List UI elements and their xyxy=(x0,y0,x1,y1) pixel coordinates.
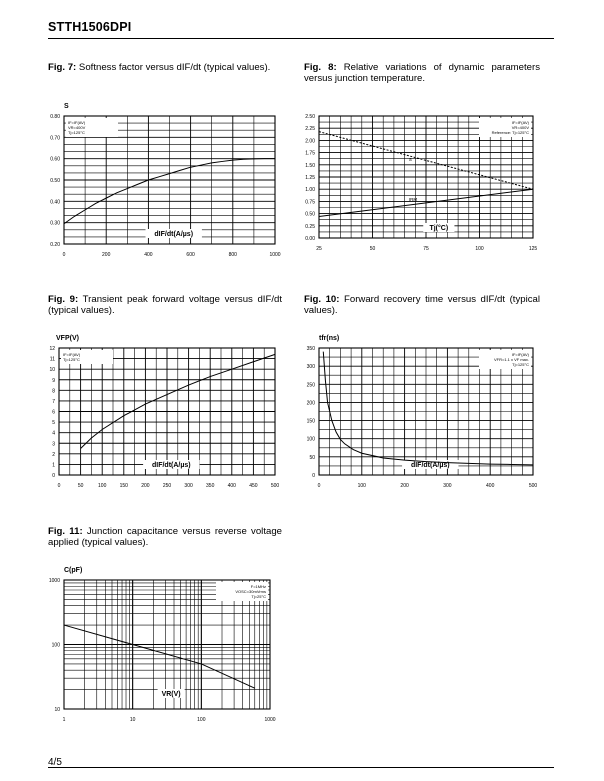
y-tick-label: 300 xyxy=(306,364,315,371)
y-tick-label: 6 xyxy=(52,409,55,416)
x-tick-label: 250 xyxy=(162,483,172,489)
x-tick-label: 400 xyxy=(486,483,495,489)
y-tick-label: 1.25 xyxy=(305,175,315,181)
x-tick-label: 100 xyxy=(475,246,484,252)
legend-entry: VFR=1.1 x VF max. xyxy=(493,357,529,362)
legend-entry: F=1MHz xyxy=(250,584,266,589)
legend-entry: VR=400V xyxy=(511,125,529,130)
y-tick-label: 0.70 xyxy=(50,135,60,142)
x-tick-label: 1000 xyxy=(269,252,281,258)
x-axis-label: Tj(°C) xyxy=(429,225,449,232)
x-tick-label: 1 xyxy=(62,717,66,723)
fig8-caption: Fig. 8: Relative variations of dynamic parameters versus junction temperature. xyxy=(304,62,540,84)
y-tick-label: 12 xyxy=(49,346,55,352)
y-tick-label: 0.80 xyxy=(50,114,60,120)
x-tick-label: 0 xyxy=(317,483,321,489)
x-tick-label: 100 xyxy=(197,717,206,723)
x-tick-label: 10 xyxy=(129,717,136,723)
x-tick-label: 500 xyxy=(528,483,538,489)
x-axis-label: dIF/dt(A/µs) xyxy=(151,462,191,469)
y-tick-label: 0.50 xyxy=(305,211,315,218)
y-tick-label: 10 xyxy=(49,367,55,374)
x-tick-label: 50 xyxy=(369,246,376,252)
x-tick-label: 200 xyxy=(141,483,150,489)
y-tick-label: 0.25 xyxy=(305,223,315,230)
legend-entry: IF=IF(AV) xyxy=(68,120,86,125)
y-tick-label: 250 xyxy=(306,382,315,389)
y-tick-label: 0.40 xyxy=(50,199,60,206)
x-tick-label: 0 xyxy=(57,483,61,489)
x-tick-label: 200 xyxy=(400,483,409,489)
y-tick-label: 3 xyxy=(52,441,55,448)
x-axis-label: dIF/dt(A/µs) xyxy=(154,231,194,238)
fig10-caption: Fig. 10: Forward recovery time versus dIF/dt (typical values). xyxy=(304,294,540,316)
x-tick-label: 500 xyxy=(270,483,280,489)
y-axis-label: C(pF) xyxy=(64,567,83,574)
x-tick-label: 100 xyxy=(357,483,366,489)
legend-entry: IF=IF(AV) xyxy=(511,120,529,125)
y-tick-label: 2.25 xyxy=(305,126,315,133)
legend-entry: Tj=125°C xyxy=(63,357,80,362)
y-tick-label: 2.50 xyxy=(305,114,315,120)
y-tick-label: 9 xyxy=(52,377,55,384)
series-label: S xyxy=(408,156,412,162)
y-tick-label: 100 xyxy=(306,436,315,443)
x-tick-label: 0 xyxy=(62,252,66,258)
x-tick-label: 25 xyxy=(316,246,322,252)
legend-entry: IF=IF(AV) xyxy=(63,352,81,357)
y-tick-label: 2 xyxy=(52,451,55,458)
document-title: STTH1506DPI xyxy=(48,20,132,34)
y-tick-label: 11 xyxy=(49,356,55,363)
y-tick-label: 0 xyxy=(52,473,55,479)
x-tick-label: 400 xyxy=(227,483,236,489)
fig11-caption: Fig. 11: Junction capacitance versus reverse voltage applied (typical values). xyxy=(48,526,282,548)
y-tick-label: 200 xyxy=(306,400,315,407)
y-tick-label: 1.75 xyxy=(305,150,315,157)
x-tick-label: 400 xyxy=(144,252,153,258)
y-tick-label: 100 xyxy=(51,642,60,649)
x-tick-label: 300 xyxy=(184,483,193,489)
x-tick-label: 300 xyxy=(443,483,452,489)
footer-rule xyxy=(48,767,554,768)
x-tick-label: 150 xyxy=(119,483,128,489)
x-tick-label: 450 xyxy=(249,483,258,489)
y-tick-label: 0.60 xyxy=(50,156,60,163)
legend-entry: Tj=125°C xyxy=(512,362,529,367)
y-tick-label: 0.30 xyxy=(50,220,60,227)
x-tick-label: 200 xyxy=(102,252,111,258)
x-tick-label: 125 xyxy=(528,246,538,252)
y-tick-label: 1.00 xyxy=(305,187,315,194)
y-tick-label: 2.00 xyxy=(305,138,315,145)
legend-entry: IF=IF(AV) xyxy=(511,352,529,357)
legend-entry: Reference: Tj=125°C xyxy=(491,130,529,135)
x-tick-label: 1000 xyxy=(264,717,276,723)
x-tick-label: 600 xyxy=(186,252,195,258)
page-number: 4/5 xyxy=(48,757,62,768)
y-tick-label: 0 xyxy=(312,473,315,479)
y-tick-label: 0.00 xyxy=(305,236,315,242)
y-tick-label: 0.20 xyxy=(50,242,60,248)
legend-entry: VOSC=30mVrms xyxy=(235,589,266,594)
y-tick-label: 1000 xyxy=(48,578,60,584)
fig9-caption: Fig. 9: Transient peak forward voltage versus dIF/dt (typical values). xyxy=(48,294,282,316)
y-tick-label: 8 xyxy=(52,388,55,395)
y-tick-label: 5 xyxy=(52,420,55,427)
x-tick-label: 100 xyxy=(98,483,107,489)
y-tick-label: 1.50 xyxy=(305,162,315,169)
y-tick-label: 50 xyxy=(309,454,315,461)
y-axis-label: S xyxy=(64,103,69,110)
x-tick-label: 75 xyxy=(423,246,429,252)
x-tick-label: 50 xyxy=(77,483,84,489)
y-tick-label: 1 xyxy=(52,462,55,469)
y-tick-label: 4 xyxy=(52,430,55,437)
y-axis-label: VFP(V) xyxy=(56,335,79,342)
y-tick-label: 7 xyxy=(52,398,55,405)
x-axis-label: VR(V) xyxy=(161,691,181,698)
x-tick-label: 350 xyxy=(206,483,215,489)
y-tick-label: 150 xyxy=(306,418,315,425)
y-axis-label: tfr(ns) xyxy=(319,335,340,342)
y-tick-label: 350 xyxy=(306,346,315,352)
series-line xyxy=(64,625,255,688)
x-tick-label: 800 xyxy=(228,252,237,258)
x-axis-label: dIF/dt(A/µs) xyxy=(410,462,450,469)
series-label: IRM xyxy=(408,197,418,203)
legend-entry: VR=400V xyxy=(68,125,86,130)
y-tick-label: 0.75 xyxy=(305,199,315,206)
y-tick-label: 10 xyxy=(54,707,60,713)
fig7-caption: Fig. 7: Softness factor versus dIF/dt (typical values). xyxy=(48,62,271,73)
y-tick-label: 0.50 xyxy=(50,178,60,184)
legend-entry: Tj=125°C xyxy=(68,130,85,135)
legend-entry: Tj=25°C xyxy=(251,594,266,599)
